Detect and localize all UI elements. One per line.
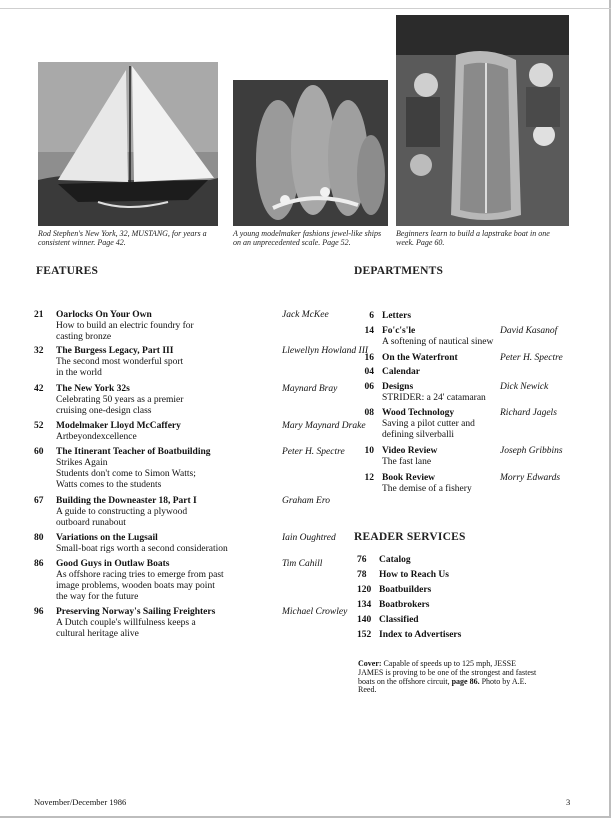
reader-service-title[interactable]: Index to Advertisers xyxy=(379,630,462,640)
department-page-number: 14 xyxy=(364,326,374,336)
feature-description: Celebrating 50 years as a premier cruising one-design class xyxy=(56,395,184,416)
department-description: Saving a pilot cutter and defining silverballi xyxy=(382,419,475,440)
feature-page-number: 60 xyxy=(34,447,44,457)
feature-description: Artbeyondexcellence xyxy=(56,432,137,442)
cover-description xyxy=(358,660,540,695)
sailboat-photo xyxy=(38,62,218,226)
cover-label: Cover: xyxy=(358,659,382,668)
feature-description: Strikes Again Students don't come to Simon Watts; Watts comes to the students xyxy=(56,458,196,490)
reader-service-title[interactable]: Catalog xyxy=(379,555,411,565)
page-number: 3 xyxy=(566,797,571,807)
reader-service-page-number: 152 xyxy=(357,630,372,640)
reader-service-title[interactable]: Boatbuilders xyxy=(379,585,432,595)
feature-author: Michael Crowley xyxy=(282,607,348,617)
feature-author: Llewellyn Howland III xyxy=(282,346,369,356)
issue-date: November/December 1986 xyxy=(34,797,127,807)
cover-credit: Photo by A.E. Reed. xyxy=(358,676,527,695)
feature-entry[interactable] xyxy=(34,559,339,603)
feature-page-number: 52 xyxy=(34,421,44,431)
feature-author: Peter H. Spectre xyxy=(282,447,345,457)
feature-entry[interactable] xyxy=(34,607,348,651)
department-page-number: 6 xyxy=(369,311,374,321)
reader-service-entry[interactable] xyxy=(357,600,430,610)
department-page-number: 06 xyxy=(364,382,374,392)
reader-service-entry[interactable] xyxy=(357,570,449,580)
department-title[interactable]: Letters xyxy=(382,311,412,321)
feature-title[interactable]: The New York 32s xyxy=(56,384,130,394)
department-title[interactable]: Book Review xyxy=(382,473,436,483)
feature-author: Tim Cahill xyxy=(282,559,323,569)
department-page-number: 12 xyxy=(364,473,374,483)
department-author: David Kasanof xyxy=(500,326,558,336)
feature-page-number: 86 xyxy=(34,559,44,569)
feature-description: A guide to constructing a plywood outboard runabout xyxy=(56,507,188,528)
feature-description: As offshore racing tries to emerge from past image problems, wooden boats may point the way for the future xyxy=(56,570,224,602)
feature-author: Maynard Bray xyxy=(282,384,338,394)
department-title[interactable]: On the Waterfront xyxy=(382,353,458,363)
reader-services-heading: READER SERVICES xyxy=(354,531,466,543)
department-description: The demise of a fishery xyxy=(382,484,472,494)
department-title[interactable]: Calendar xyxy=(382,367,420,377)
feature-author: Iain Oughtred xyxy=(282,533,336,543)
feature-description: The second most wonderful sport in the world xyxy=(56,357,184,378)
department-description: A softening of nautical sinew xyxy=(382,337,494,347)
feature-title[interactable]: The Burgess Legacy, Part III xyxy=(56,346,174,356)
department-title[interactable]: Video Review xyxy=(382,446,438,456)
feature-title[interactable]: Good Guys in Outlaw Boats xyxy=(56,559,170,569)
department-description: STRIDER: a 24' catamaran xyxy=(382,393,486,403)
department-author: Morry Edwards xyxy=(500,473,561,483)
feature-description: A Dutch couple's willfulness keeps a cultural heritage alive xyxy=(56,618,196,639)
department-page-number: 04 xyxy=(364,367,374,377)
photo-caption-modelmaker: A young modelmaker fashions jewel-like ships on an unprecedented scale. Page 52. xyxy=(233,229,382,247)
feature-page-number: 80 xyxy=(34,533,44,543)
feature-page-number: 21 xyxy=(34,310,44,320)
cover-page-ref[interactable]: page 86. xyxy=(451,676,480,686)
feature-title[interactable]: Modelmaker Lloyd McCaffery xyxy=(56,421,181,431)
feature-author: Jack McKee xyxy=(282,310,329,320)
department-page-number: 16 xyxy=(364,353,374,363)
department-title[interactable]: Wood Technology xyxy=(382,408,455,418)
department-page-number: 08 xyxy=(364,408,374,418)
reader-service-page-number: 76 xyxy=(357,555,367,565)
feature-title[interactable]: Preserving Norway's Sailing Freighters xyxy=(56,607,216,617)
reader-service-entry[interactable] xyxy=(357,555,411,565)
reader-service-title[interactable]: Boatbrokers xyxy=(379,600,430,610)
top-rule xyxy=(0,8,611,9)
feature-title[interactable]: Building the Downeaster 18, Part I xyxy=(56,496,197,506)
reader-service-entry[interactable] xyxy=(357,630,461,640)
department-author: Joseph Gribbins xyxy=(500,446,563,456)
department-entry[interactable] xyxy=(362,473,577,517)
departments-heading: DEPARTMENTS xyxy=(354,265,444,277)
department-title[interactable]: Fo'c's'le xyxy=(382,326,416,336)
feature-title[interactable]: The Itinerant Teacher of Boatbuilding xyxy=(56,447,211,457)
reader-service-page-number: 134 xyxy=(357,600,372,610)
feature-description: How to build an electric foundry for casting bronze xyxy=(56,321,194,342)
features-heading: FEATURES xyxy=(36,265,99,277)
reader-service-page-number: 78 xyxy=(357,570,367,580)
feature-author: Graham Ero xyxy=(282,496,330,506)
feature-page-number: 42 xyxy=(34,384,44,394)
department-description: The fast lane xyxy=(382,457,432,467)
feature-page-number: 67 xyxy=(34,496,44,506)
feature-title[interactable]: Variations on the Lugsail xyxy=(56,533,158,543)
department-author: Dick Newick xyxy=(500,382,549,392)
department-author: Richard Jagels xyxy=(500,408,557,418)
feature-title[interactable]: Oarlocks On Your Own xyxy=(56,310,152,320)
reader-service-title[interactable]: How to Reach Us xyxy=(379,570,449,580)
feature-page-number: 32 xyxy=(34,346,44,356)
feature-author: Mary Maynard Drake xyxy=(282,421,366,431)
department-author: Peter H. Spectre xyxy=(500,353,563,363)
boatbuilding-class-photo xyxy=(396,15,569,226)
feature-description: Small-boat rigs worth a second consideration xyxy=(56,544,228,554)
cover-text: Capable of speeds up to 125 mph, JESSE JAMES is proving to be one of the strongest and fastest boats on the offshore circuit, xyxy=(358,659,537,686)
reader-service-entry[interactable] xyxy=(357,585,431,595)
department-page-number: 10 xyxy=(364,446,374,456)
feature-entry[interactable] xyxy=(34,447,345,491)
photo-caption-sailboat: Rod Stephen's New York, 32, MUSTANG, for years a consistent winner. Page 42. xyxy=(38,229,207,247)
feature-page-number: 96 xyxy=(34,607,44,617)
reader-service-title[interactable]: Classified xyxy=(379,615,419,625)
reader-service-entry[interactable] xyxy=(357,615,419,625)
reader-service-page-number: 140 xyxy=(357,615,372,625)
modelmaker-hand-photo xyxy=(233,80,388,226)
photo-caption-boatbuilding: Beginners learn to build a lapstrake boat in one week. Page 60. xyxy=(396,229,550,247)
reader-service-page-number: 120 xyxy=(357,585,372,595)
department-title[interactable]: Designs xyxy=(382,382,414,392)
